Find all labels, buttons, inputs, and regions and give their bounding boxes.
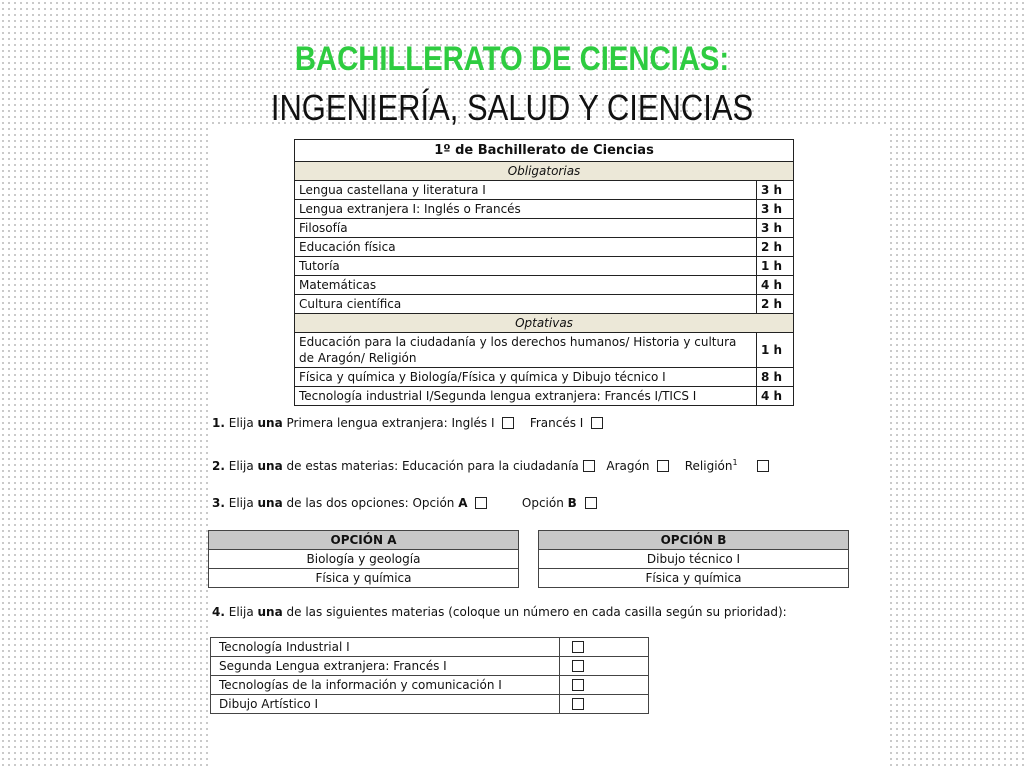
- ciudadania-checkbox[interactable]: [583, 460, 595, 472]
- priority-box[interactable]: [572, 660, 584, 672]
- question-4: 4. Elija una de las siguientes materias (coloque un número en cada casilla según su prioridad):: [212, 605, 787, 619]
- table-row: Dibujo técnico I: [539, 550, 849, 569]
- table-row: Educación para la ciudadanía y los derechos humanos/ Historia y cultura de Aragón/ Religión 1 h: [295, 333, 794, 368]
- subjects-table: [294, 139, 794, 406]
- opcion-a-table: [208, 530, 519, 588]
- table-row: Tecnología industrial I/Segunda lengua extranjera: Francés I/TICS I 4 h: [295, 387, 794, 406]
- table-row: Física y química y Biología/Física y química y Dibujo técnico I 8 h: [295, 368, 794, 387]
- table-row: Educación física 2 h: [295, 238, 794, 257]
- table-header: 1º de Bachillerato de Ciencias: [295, 140, 794, 162]
- table-row: Física y química: [209, 569, 519, 588]
- religion-checkbox[interactable]: [757, 460, 769, 472]
- table-row: Segunda Lengua extranjera: Francés I: [211, 657, 649, 676]
- priority-table: [210, 637, 649, 714]
- opcion-b-header: OPCIÓN B: [539, 531, 849, 550]
- opcion-b-table: [538, 530, 849, 588]
- priority-box[interactable]: [572, 641, 584, 653]
- title-line-2: INGENIERÍA, SALUD Y CIENCIAS: [270, 87, 754, 128]
- frances-checkbox[interactable]: [591, 417, 603, 429]
- question-3: 3. Elija una de las dos opciones: Opción A Opción B: [212, 496, 601, 511]
- table-row: Dibujo Artístico I: [211, 695, 649, 714]
- opcion-a-checkbox[interactable]: [475, 497, 487, 509]
- priority-box[interactable]: [572, 698, 584, 710]
- table-row: Lengua castellana y literatura I 3 h: [295, 181, 794, 200]
- section-optativas: Optativas: [295, 314, 794, 333]
- opcion-b-checkbox[interactable]: [585, 497, 597, 509]
- question-2: 2. Elija una de estas materias: Educación para la ciudadanía Aragón Religión$^1$: [212, 458, 773, 474]
- table-row: Lengua extranjera I: Inglés o Francés 3 h: [295, 200, 794, 219]
- table-row: Física y química: [539, 569, 849, 588]
- table-row: Biología y geología: [209, 550, 519, 569]
- title-line-1: BACHILLERATO DE CIENCIAS:: [294, 40, 730, 78]
- opcion-a-header: OPCIÓN A: [209, 531, 519, 550]
- document-sheet: [209, 128, 889, 768]
- priority-box[interactable]: [572, 679, 584, 691]
- table-row: Filosofía 3 h: [295, 219, 794, 238]
- aragon-checkbox[interactable]: [657, 460, 669, 472]
- question-1: 1. Elija una Primera lengua extranjera: Inglés I Francés I: [212, 416, 607, 431]
- table-row: Tutoría 1 h: [295, 257, 794, 276]
- section-obligatorias: Obligatorias: [295, 162, 794, 181]
- table-row: Cultura científica 2 h: [295, 295, 794, 314]
- table-row: Tecnologías de la información y comunicación I: [211, 676, 649, 695]
- ingles-checkbox[interactable]: [502, 417, 514, 429]
- table-row: Matemáticas 4 h: [295, 276, 794, 295]
- table-row: Tecnología Industrial I: [211, 638, 649, 657]
